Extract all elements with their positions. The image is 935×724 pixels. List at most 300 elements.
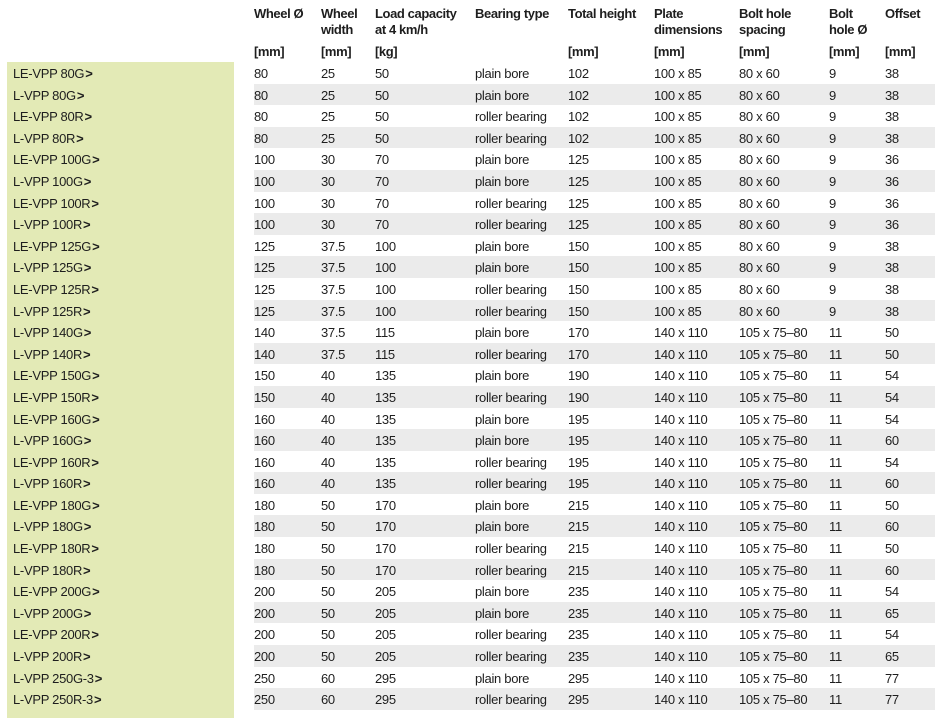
cell-wheel-width: 30 <box>321 213 375 235</box>
link-arrow-icon: > <box>91 541 99 557</box>
cell-plate-dimensions: 140 x 110 <box>654 541 708 557</box>
product-link[interactable] <box>7 278 234 300</box>
product-link[interactable] <box>7 62 234 84</box>
product-link[interactable] <box>7 580 234 602</box>
column-header-unit: [mm] <box>885 43 916 59</box>
product-name: LE-VPP 100G <box>13 152 92 168</box>
cell-wheel-width: 50 <box>321 497 335 513</box>
row-gap <box>234 170 254 192</box>
product-link[interactable] <box>7 472 234 494</box>
product-name: L-VPP 100G <box>13 173 83 189</box>
cell-load-capacity: 50 <box>375 109 389 125</box>
cell-wheel-diameter: 180 <box>254 541 275 557</box>
cell-plate-dimensions: 140 x 110 <box>654 584 708 600</box>
product-link[interactable] <box>7 494 234 516</box>
row-gap <box>234 213 254 235</box>
cell-load-capacity: 135 <box>375 429 475 451</box>
cell-total-height: 235 <box>568 645 654 667</box>
row-gap <box>234 537 254 559</box>
link-arrow-icon: > <box>83 303 91 319</box>
cell-wheel-diameter: 160 <box>254 429 321 451</box>
cell-wheel-width: 40 <box>321 411 335 427</box>
link-arrow-icon: > <box>83 433 92 449</box>
product-link[interactable] <box>7 364 234 386</box>
cell-bolt-hole-spacing: 80 x 60 <box>739 127 829 149</box>
column-header-unit: [mm] <box>829 43 860 59</box>
link-arrow-icon: > <box>94 670 103 686</box>
column-header-line: Bearing type <box>475 6 549 21</box>
cell-wheel-diameter: 160 <box>254 411 275 427</box>
cell-load-capacity: 50 <box>375 66 389 81</box>
link-arrow-icon: > <box>83 562 91 578</box>
cell-bolt-hole-diameter: 11 <box>829 627 842 643</box>
product-link[interactable] <box>7 213 234 235</box>
product-name: L-VPP 250R-3 <box>13 692 93 708</box>
cell-bolt-hole-spacing: 105 x 75–80 <box>739 386 829 408</box>
product-link[interactable] <box>7 84 234 106</box>
product-link[interactable] <box>7 192 234 214</box>
cell-plate-dimensions: 100 x 85 <box>654 170 739 192</box>
column-header-title <box>321 6 375 37</box>
product-name: LE-VPP 200R <box>13 627 91 643</box>
column-header-line: spacing <box>739 21 786 37</box>
column-header-line: Offset <box>885 6 921 21</box>
product-name: LE-VPP 80G <box>13 66 85 81</box>
cell-load-capacity: 70 <box>375 170 475 192</box>
cell-plate-dimensions: 140 x 110 <box>654 602 739 624</box>
column-header-wheel-width <box>321 0 375 62</box>
cell-bearing-type: plain bore <box>475 152 530 168</box>
row-left-margin <box>0 602 7 624</box>
product-name: L-VPP 180G <box>13 519 83 535</box>
cell-bearing-type: plain bore <box>475 584 530 600</box>
cell-total-height: 215 <box>568 515 654 537</box>
header-spacer-left <box>0 0 7 62</box>
cell-bolt-hole-spacing: 105 x 75–80 <box>739 627 808 643</box>
row-gap <box>234 559 254 581</box>
row-gap <box>234 343 254 365</box>
cell-offset: 36 <box>885 195 899 211</box>
cell-offset: 77 <box>885 688 935 710</box>
cell-wheel-diameter: 150 <box>254 368 275 384</box>
cell-wheel-diameter: 180 <box>254 497 275 513</box>
cell-bolt-hole-spacing: 105 x 75–80 <box>739 368 808 384</box>
cell-bolt-hole-spacing: 105 x 75–80 <box>739 497 808 513</box>
cell-bolt-hole-diameter: 11 <box>829 497 842 513</box>
product-link[interactable] <box>7 127 234 149</box>
cell-total-height: 150 <box>568 238 589 254</box>
product-name: L-VPP 200R <box>13 649 83 665</box>
cell-wheel-diameter: 125 <box>254 238 275 254</box>
cell-total-height: 190 <box>568 368 589 384</box>
cell-offset: 36 <box>885 170 935 192</box>
cell-wheel-diameter: 100 <box>254 195 275 211</box>
cell-total-height: 215 <box>568 497 589 513</box>
row-left-margin <box>0 688 7 710</box>
cell-wheel-diameter: 100 <box>254 170 321 192</box>
cell-bolt-hole-diameter: 9 <box>829 300 885 322</box>
cell-wheel-diameter: 80 <box>254 66 268 81</box>
row-gap <box>234 84 254 106</box>
cell-load-capacity: 205 <box>375 627 396 643</box>
product-link[interactable] <box>7 321 234 343</box>
link-arrow-icon: > <box>94 692 102 708</box>
product-name: L-VPP 80G <box>13 87 76 103</box>
link-arrow-icon: > <box>91 389 99 405</box>
column-header-plate-dimensions <box>654 0 739 62</box>
cell-offset: 60 <box>885 515 935 537</box>
row-gap <box>234 300 254 322</box>
cell-bolt-hole-spacing: 80 x 60 <box>739 152 780 168</box>
column-header-title <box>885 6 935 22</box>
column-header-title <box>568 6 654 22</box>
product-link[interactable] <box>7 408 234 430</box>
row-gap <box>234 688 254 710</box>
row-left-margin <box>0 386 7 408</box>
cell-bearing-type: plain bore <box>475 238 530 254</box>
row-gap <box>234 148 254 170</box>
cell-bolt-hole-diameter: 11 <box>829 688 885 710</box>
cell-wheel-width: 25 <box>321 66 335 81</box>
cell-load-capacity: 170 <box>375 541 396 557</box>
cell-plate-dimensions: 140 x 110 <box>654 627 708 643</box>
cell-wheel-width: 40 <box>321 368 335 384</box>
cell-bolt-hole-diameter: 9 <box>829 238 836 254</box>
cell-total-height: 295 <box>568 670 589 686</box>
cell-bolt-hole-diameter: 11 <box>829 541 842 557</box>
row-left-margin <box>0 256 7 278</box>
cell-bolt-hole-diameter: 11 <box>829 411 842 427</box>
cell-total-height: 235 <box>568 627 589 643</box>
product-link[interactable] <box>7 235 234 257</box>
cell-bolt-hole-diameter: 9 <box>829 195 836 211</box>
cell-bolt-hole-diameter: 11 <box>829 386 885 408</box>
cell-offset: 50 <box>885 325 899 341</box>
cell-total-height: 150 <box>568 281 589 297</box>
header-spacer-name <box>7 0 234 62</box>
link-arrow-icon: > <box>83 649 91 665</box>
cell-bearing-type: roller bearing <box>475 386 568 408</box>
row-gap <box>234 451 254 473</box>
row-left-margin <box>0 127 7 149</box>
column-header-total-height <box>568 0 654 62</box>
cell-load-capacity: 205 <box>375 645 475 667</box>
row-gap <box>234 386 254 408</box>
row-left-margin <box>0 321 7 343</box>
cell-wheel-width: 50 <box>321 541 335 557</box>
cell-bolt-hole-diameter: 9 <box>829 170 885 192</box>
row-gap <box>234 645 254 667</box>
row-gap <box>234 256 254 278</box>
cell-load-capacity: 100 <box>375 256 475 278</box>
cell-bolt-hole-spacing: 80 x 60 <box>739 300 829 322</box>
cell-bolt-hole-spacing: 80 x 60 <box>739 109 780 125</box>
cell-total-height: 195 <box>568 472 654 494</box>
cell-wheel-width: 25 <box>321 127 375 149</box>
cell-bolt-hole-spacing: 105 x 75–80 <box>739 343 829 365</box>
cell-plate-dimensions: 140 x 110 <box>654 472 739 494</box>
product-link[interactable] <box>7 300 234 322</box>
row-left-margin <box>0 84 7 106</box>
column-header-title <box>829 6 885 37</box>
column-header-load-capacity <box>375 0 475 62</box>
cell-wheel-diameter: 200 <box>254 627 275 643</box>
column-header-bearing-type <box>475 0 568 62</box>
column-header-title <box>654 6 739 37</box>
product-link[interactable] <box>7 623 234 645</box>
cell-plate-dimensions: 140 x 110 <box>654 411 708 427</box>
column-header-title <box>254 6 321 22</box>
cell-load-capacity: 100 <box>375 281 396 297</box>
cell-offset: 50 <box>885 343 935 365</box>
product-link[interactable] <box>7 429 234 451</box>
product-name: L-VPP 140R <box>13 346 83 362</box>
product-link[interactable] <box>7 343 234 365</box>
product-link[interactable] <box>7 688 234 710</box>
cell-load-capacity: 100 <box>375 300 475 322</box>
cell-bolt-hole-diameter: 11 <box>829 343 885 365</box>
cell-wheel-diameter: 140 <box>254 325 275 341</box>
cell-load-capacity: 295 <box>375 670 396 686</box>
product-link[interactable] <box>7 537 234 559</box>
cell-bolt-hole-diameter: 11 <box>829 602 885 624</box>
link-arrow-icon: > <box>91 281 99 297</box>
cell-bearing-type: roller bearing <box>475 454 547 470</box>
cell-plate-dimensions: 140 x 110 <box>654 343 739 365</box>
cell-bolt-hole-diameter: 9 <box>829 127 885 149</box>
row-left-margin <box>0 408 7 430</box>
cell-plate-dimensions: 140 x 110 <box>654 454 708 470</box>
cell-offset: 54 <box>885 454 899 470</box>
cell-plate-dimensions: 140 x 110 <box>654 688 739 710</box>
link-arrow-icon: > <box>83 217 91 233</box>
product-name: L-VPP 200G <box>13 605 83 621</box>
cell-wheel-diameter: 125 <box>254 300 321 322</box>
row-gap <box>234 105 254 127</box>
cell-load-capacity: 170 <box>375 497 396 513</box>
product-link[interactable] <box>7 386 234 408</box>
cell-total-height: 215 <box>568 541 589 557</box>
cell-total-height: 102 <box>568 66 589 81</box>
cell-offset: 65 <box>885 602 935 624</box>
cell-load-capacity: 135 <box>375 454 396 470</box>
cell-wheel-width: 30 <box>321 170 375 192</box>
cell-wheel-width: 37.5 <box>321 300 375 322</box>
cell-bolt-hole-spacing: 105 x 75–80 <box>739 602 829 624</box>
product-name: LE-VPP 180G <box>13 497 92 513</box>
cell-bolt-hole-spacing: 80 x 60 <box>739 84 829 106</box>
cell-bolt-hole-spacing: 105 x 75–80 <box>739 688 829 710</box>
cell-total-height: 125 <box>568 170 654 192</box>
row-gap <box>234 408 254 430</box>
cell-offset: 38 <box>885 109 899 125</box>
product-link[interactable] <box>7 105 234 127</box>
column-header-bolt-hole-spacing <box>739 0 829 62</box>
link-arrow-icon: > <box>91 195 99 211</box>
cell-load-capacity: 70 <box>375 195 389 211</box>
cell-bolt-hole-spacing: 105 x 75–80 <box>739 645 829 667</box>
cell-offset: 54 <box>885 368 899 384</box>
column-header-line: Wheel <box>321 6 358 21</box>
product-link[interactable] <box>7 256 234 278</box>
row-left-margin <box>0 62 7 84</box>
row-left-margin <box>0 623 7 645</box>
link-arrow-icon: > <box>76 87 85 103</box>
cell-bearing-type: plain bore <box>475 411 530 427</box>
product-link[interactable] <box>7 515 234 537</box>
link-arrow-icon: > <box>92 584 100 600</box>
row-gap <box>234 494 254 516</box>
cell-wheel-diameter: 80 <box>254 84 321 106</box>
product-name: L-VPP 125G <box>13 260 83 276</box>
cell-bearing-type: plain bore <box>475 256 568 278</box>
cell-total-height: 150 <box>568 256 654 278</box>
cell-total-height: 295 <box>568 688 654 710</box>
cell-load-capacity: 135 <box>375 411 396 427</box>
cell-wheel-width: 37.5 <box>321 281 346 297</box>
cell-load-capacity: 170 <box>375 559 475 581</box>
cell-load-capacity: 70 <box>375 152 389 168</box>
cell-wheel-diameter: 250 <box>254 688 321 710</box>
cell-total-height: 215 <box>568 559 654 581</box>
cell-wheel-diameter: 160 <box>254 454 275 470</box>
product-link[interactable] <box>7 451 234 473</box>
cell-offset: 38 <box>885 66 899 81</box>
cell-bearing-type: plain bore <box>475 84 568 106</box>
cell-plate-dimensions: 140 x 110 <box>654 645 739 667</box>
cell-wheel-diameter: 180 <box>254 515 321 537</box>
row-gap <box>234 364 254 386</box>
cell-total-height: 170 <box>568 325 589 341</box>
cell-wheel-width: 50 <box>321 602 375 624</box>
cell-plate-dimensions: 140 x 110 <box>654 515 739 537</box>
cell-total-height: 102 <box>568 127 654 149</box>
cell-total-height: 195 <box>568 454 589 470</box>
cell-bearing-type: roller bearing <box>475 645 568 667</box>
cell-bolt-hole-diameter: 9 <box>829 213 885 235</box>
row-left-margin <box>0 300 7 322</box>
cell-bolt-hole-diameter: 9 <box>829 152 836 168</box>
product-name: L-VPP 250G-3 <box>13 670 94 686</box>
product-name: L-VPP 160G <box>13 433 83 449</box>
cell-bolt-hole-spacing: 105 x 75–80 <box>739 515 829 537</box>
cell-plate-dimensions: 100 x 85 <box>654 238 702 254</box>
row-left-margin <box>0 105 7 127</box>
link-arrow-icon: > <box>84 109 92 125</box>
product-link[interactable] <box>7 645 234 667</box>
row-left-margin <box>0 192 7 214</box>
cell-offset: 38 <box>885 256 935 278</box>
row-left-margin <box>0 494 7 516</box>
link-arrow-icon: > <box>92 411 100 427</box>
cell-bearing-type: roller bearing <box>475 213 568 235</box>
cell-plate-dimensions: 100 x 85 <box>654 213 739 235</box>
column-header-title <box>739 6 829 37</box>
link-arrow-icon: > <box>83 260 92 276</box>
cell-total-height: 190 <box>568 386 654 408</box>
cell-wheel-diameter: 200 <box>254 645 321 667</box>
row-left-margin <box>0 235 7 257</box>
cell-load-capacity: 170 <box>375 515 475 537</box>
product-name: LE-VPP 200G <box>13 584 92 600</box>
row-gap <box>234 472 254 494</box>
cell-plate-dimensions: 100 x 85 <box>654 300 739 322</box>
row-gap <box>234 127 254 149</box>
link-arrow-icon: > <box>83 605 92 621</box>
cell-total-height: 125 <box>568 152 589 168</box>
row-gap <box>234 515 254 537</box>
column-header-unit: [mm] <box>321 43 352 59</box>
cell-offset: 60 <box>885 472 935 494</box>
column-header-unit: [kg] <box>375 43 398 59</box>
cell-offset: 54 <box>885 386 935 408</box>
cell-load-capacity: 135 <box>375 472 475 494</box>
cell-plate-dimensions: 140 x 110 <box>654 670 708 686</box>
product-name: L-VPP 125R <box>13 303 83 319</box>
cell-bearing-type: plain bore <box>475 325 530 341</box>
product-link[interactable] <box>7 170 234 192</box>
cell-plate-dimensions: 140 x 110 <box>654 325 708 341</box>
cell-offset: 38 <box>885 300 935 322</box>
cell-wheel-width: 25 <box>321 109 335 125</box>
cell-wheel-diameter: 250 <box>254 670 275 686</box>
column-header-line: Wheel Ø <box>254 6 304 21</box>
product-link[interactable] <box>7 148 234 170</box>
column-header-offset <box>885 0 935 62</box>
cell-load-capacity: 205 <box>375 602 475 624</box>
cell-wheel-width: 40 <box>321 454 335 470</box>
cell-wheel-width: 25 <box>321 84 375 106</box>
row-left-margin <box>0 213 7 235</box>
cell-bolt-hole-diameter: 11 <box>829 325 842 341</box>
cell-wheel-width: 37.5 <box>321 238 346 254</box>
product-link[interactable] <box>7 602 234 624</box>
product-name: LE-VPP 125R <box>13 281 91 297</box>
cell-bearing-type: roller bearing <box>475 281 547 297</box>
cell-wheel-diameter: 125 <box>254 256 321 278</box>
row-left-margin <box>0 170 7 192</box>
product-link[interactable] <box>7 559 234 581</box>
cell-bolt-hole-spacing: 80 x 60 <box>739 281 780 297</box>
cell-wheel-diameter: 160 <box>254 472 321 494</box>
cell-total-height: 170 <box>568 343 654 365</box>
row-left-margin <box>0 364 7 386</box>
row-left-margin <box>0 580 7 602</box>
cell-bearing-type: roller bearing <box>475 343 568 365</box>
cell-bolt-hole-diameter: 9 <box>829 84 885 106</box>
cell-plate-dimensions: 100 x 85 <box>654 109 702 125</box>
product-link[interactable] <box>7 667 234 689</box>
cell-bolt-hole-spacing: 80 x 60 <box>739 238 780 254</box>
row-gap <box>234 235 254 257</box>
column-header-unit: [mm] <box>654 43 685 59</box>
cell-wheel-width: 40 <box>321 472 375 494</box>
cell-load-capacity: 135 <box>375 386 475 408</box>
product-name: L-VPP 160R <box>13 476 83 492</box>
cell-offset: 36 <box>885 213 935 235</box>
cell-bolt-hole-spacing: 80 x 60 <box>739 256 829 278</box>
cell-bearing-type: roller bearing <box>475 559 568 581</box>
cell-plate-dimensions: 100 x 85 <box>654 256 739 278</box>
cell-bolt-hole-spacing: 105 x 75–80 <box>739 411 808 427</box>
cell-total-height: 125 <box>568 195 589 211</box>
cell-load-capacity: 115 <box>375 343 475 365</box>
cell-bearing-type: plain bore <box>475 497 530 513</box>
cell-wheel-diameter: 200 <box>254 602 321 624</box>
product-name: LE-VPP 100R <box>13 195 91 211</box>
cell-offset: 38 <box>885 238 899 254</box>
column-header-line: dimensions <box>654 21 723 37</box>
